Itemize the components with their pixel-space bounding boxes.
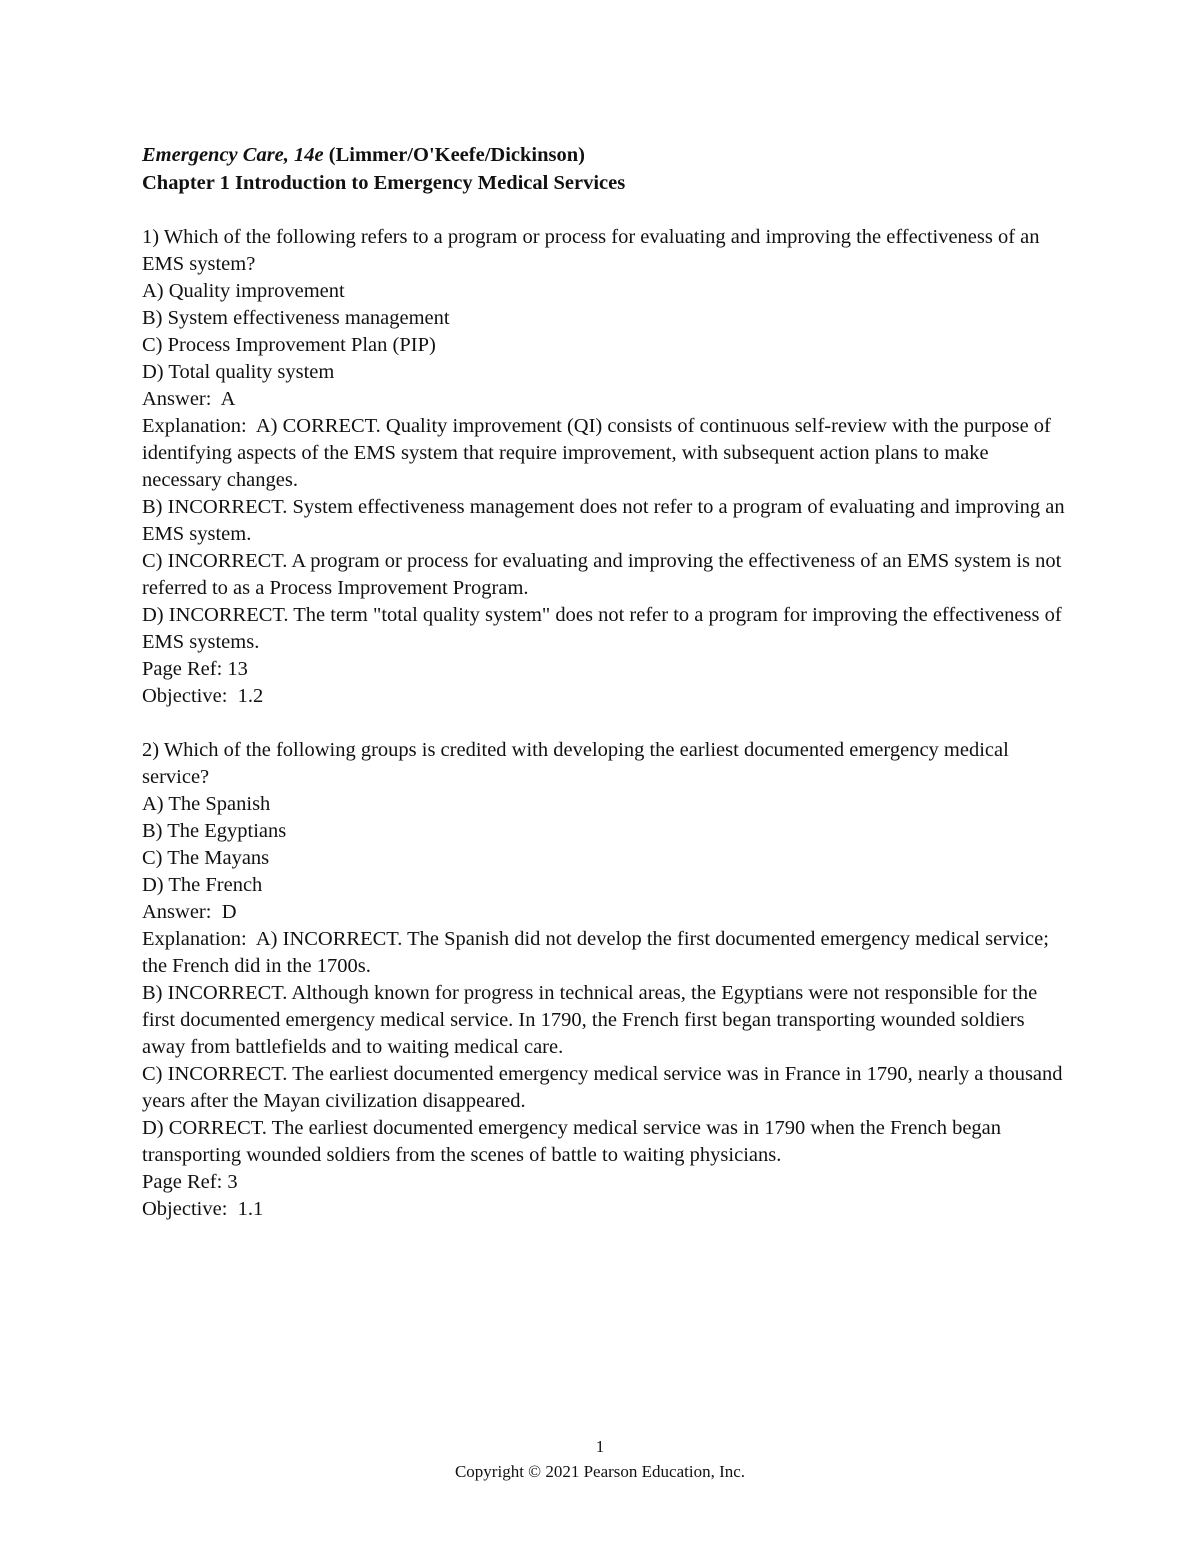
answer-line: Answer: A (142, 388, 236, 410)
option-d: D) Total quality system (142, 361, 335, 383)
page-number: 1 (595, 1437, 605, 1456)
option-c: C) Process Improvement Plan (PIP) (142, 334, 436, 356)
option-c: C) The Mayans (142, 847, 270, 869)
question-1 (142, 224, 1072, 710)
explanation-d: D) INCORRECT. The term "total quality system" does not refer to a program for improving the effectiveness of EMS systems. (142, 604, 1067, 653)
explanation-d: D) CORRECT. The earliest documented emergency medical service was in 1790 when the French began transporting wounded soldiers from the scenes of battle to waiting physicians. (142, 1117, 1007, 1166)
book-title: Emergency Care, 14e (142, 144, 324, 166)
option-a: A) Quality improvement (142, 280, 345, 302)
chapter-title: Chapter 1 Introduction to Emergency Medical Services (142, 172, 626, 194)
spacer (142, 710, 1072, 737)
explanation-b: B) INCORRECT. System effectiveness management does not refer to a program of evaluating and improving an EMS system. (142, 496, 1070, 545)
question-stem: 2) Which of the following groups is credited with developing the earliest documented emergency medical service? (142, 739, 1014, 788)
option-b: B) System effectiveness management (142, 307, 450, 329)
explanation-b: B) INCORRECT. Although known for progress in technical areas, the Egyptians were not responsible for the first documented emergency medical service. In 1790, the French first began transporting wounded soldiers away from battlefields and to waiting medical care. (142, 982, 1043, 1058)
spacer (142, 197, 1072, 224)
question-stem: 1) Which of the following refers to a program or process for evaluating and improving the effectiveness of an EMS system? (142, 226, 1045, 275)
book-authors: (Limmer/O'Keefe/Dickinson) (323, 144, 585, 166)
explanation-a: Explanation: A) CORRECT. Quality improvement (QI) consists of continuous self-review with the purpose of identifying aspects of the EMS system that require improvement, with subsequent action plans to make necessary changes. (142, 415, 1056, 491)
explanation-a: Explanation: A) INCORRECT. The Spanish did not develop the first documented emergency medical service; the French did in the 1700s. (142, 928, 1055, 977)
explanation-c: C) INCORRECT. The earliest documented emergency medical service was in France in 1790, nearly a thousand years after the Mayan civilization disappeared. (142, 1063, 1068, 1112)
option-b: B) The Egyptians (142, 820, 287, 842)
explanation-c: C) INCORRECT. A program or process for evaluating and improving the effectiveness of an EMS system is not referred to as a Process Improvement Program. (142, 550, 1067, 599)
page-ref: Page Ref: 13 (142, 658, 248, 680)
copyright-notice: Copyright © 2021 Pearson Education, Inc. (454, 1462, 746, 1481)
book-header (142, 141, 1072, 169)
answer-line: Answer: D (142, 901, 237, 923)
objective: Objective: 1.2 (142, 685, 264, 707)
document-body (142, 141, 1072, 1223)
page-ref: Page Ref: 3 (142, 1171, 238, 1193)
option-d: D) The French (142, 874, 263, 896)
objective: Objective: 1.1 (142, 1198, 264, 1220)
option-a: A) The Spanish (142, 793, 271, 815)
question-2 (142, 737, 1072, 1223)
